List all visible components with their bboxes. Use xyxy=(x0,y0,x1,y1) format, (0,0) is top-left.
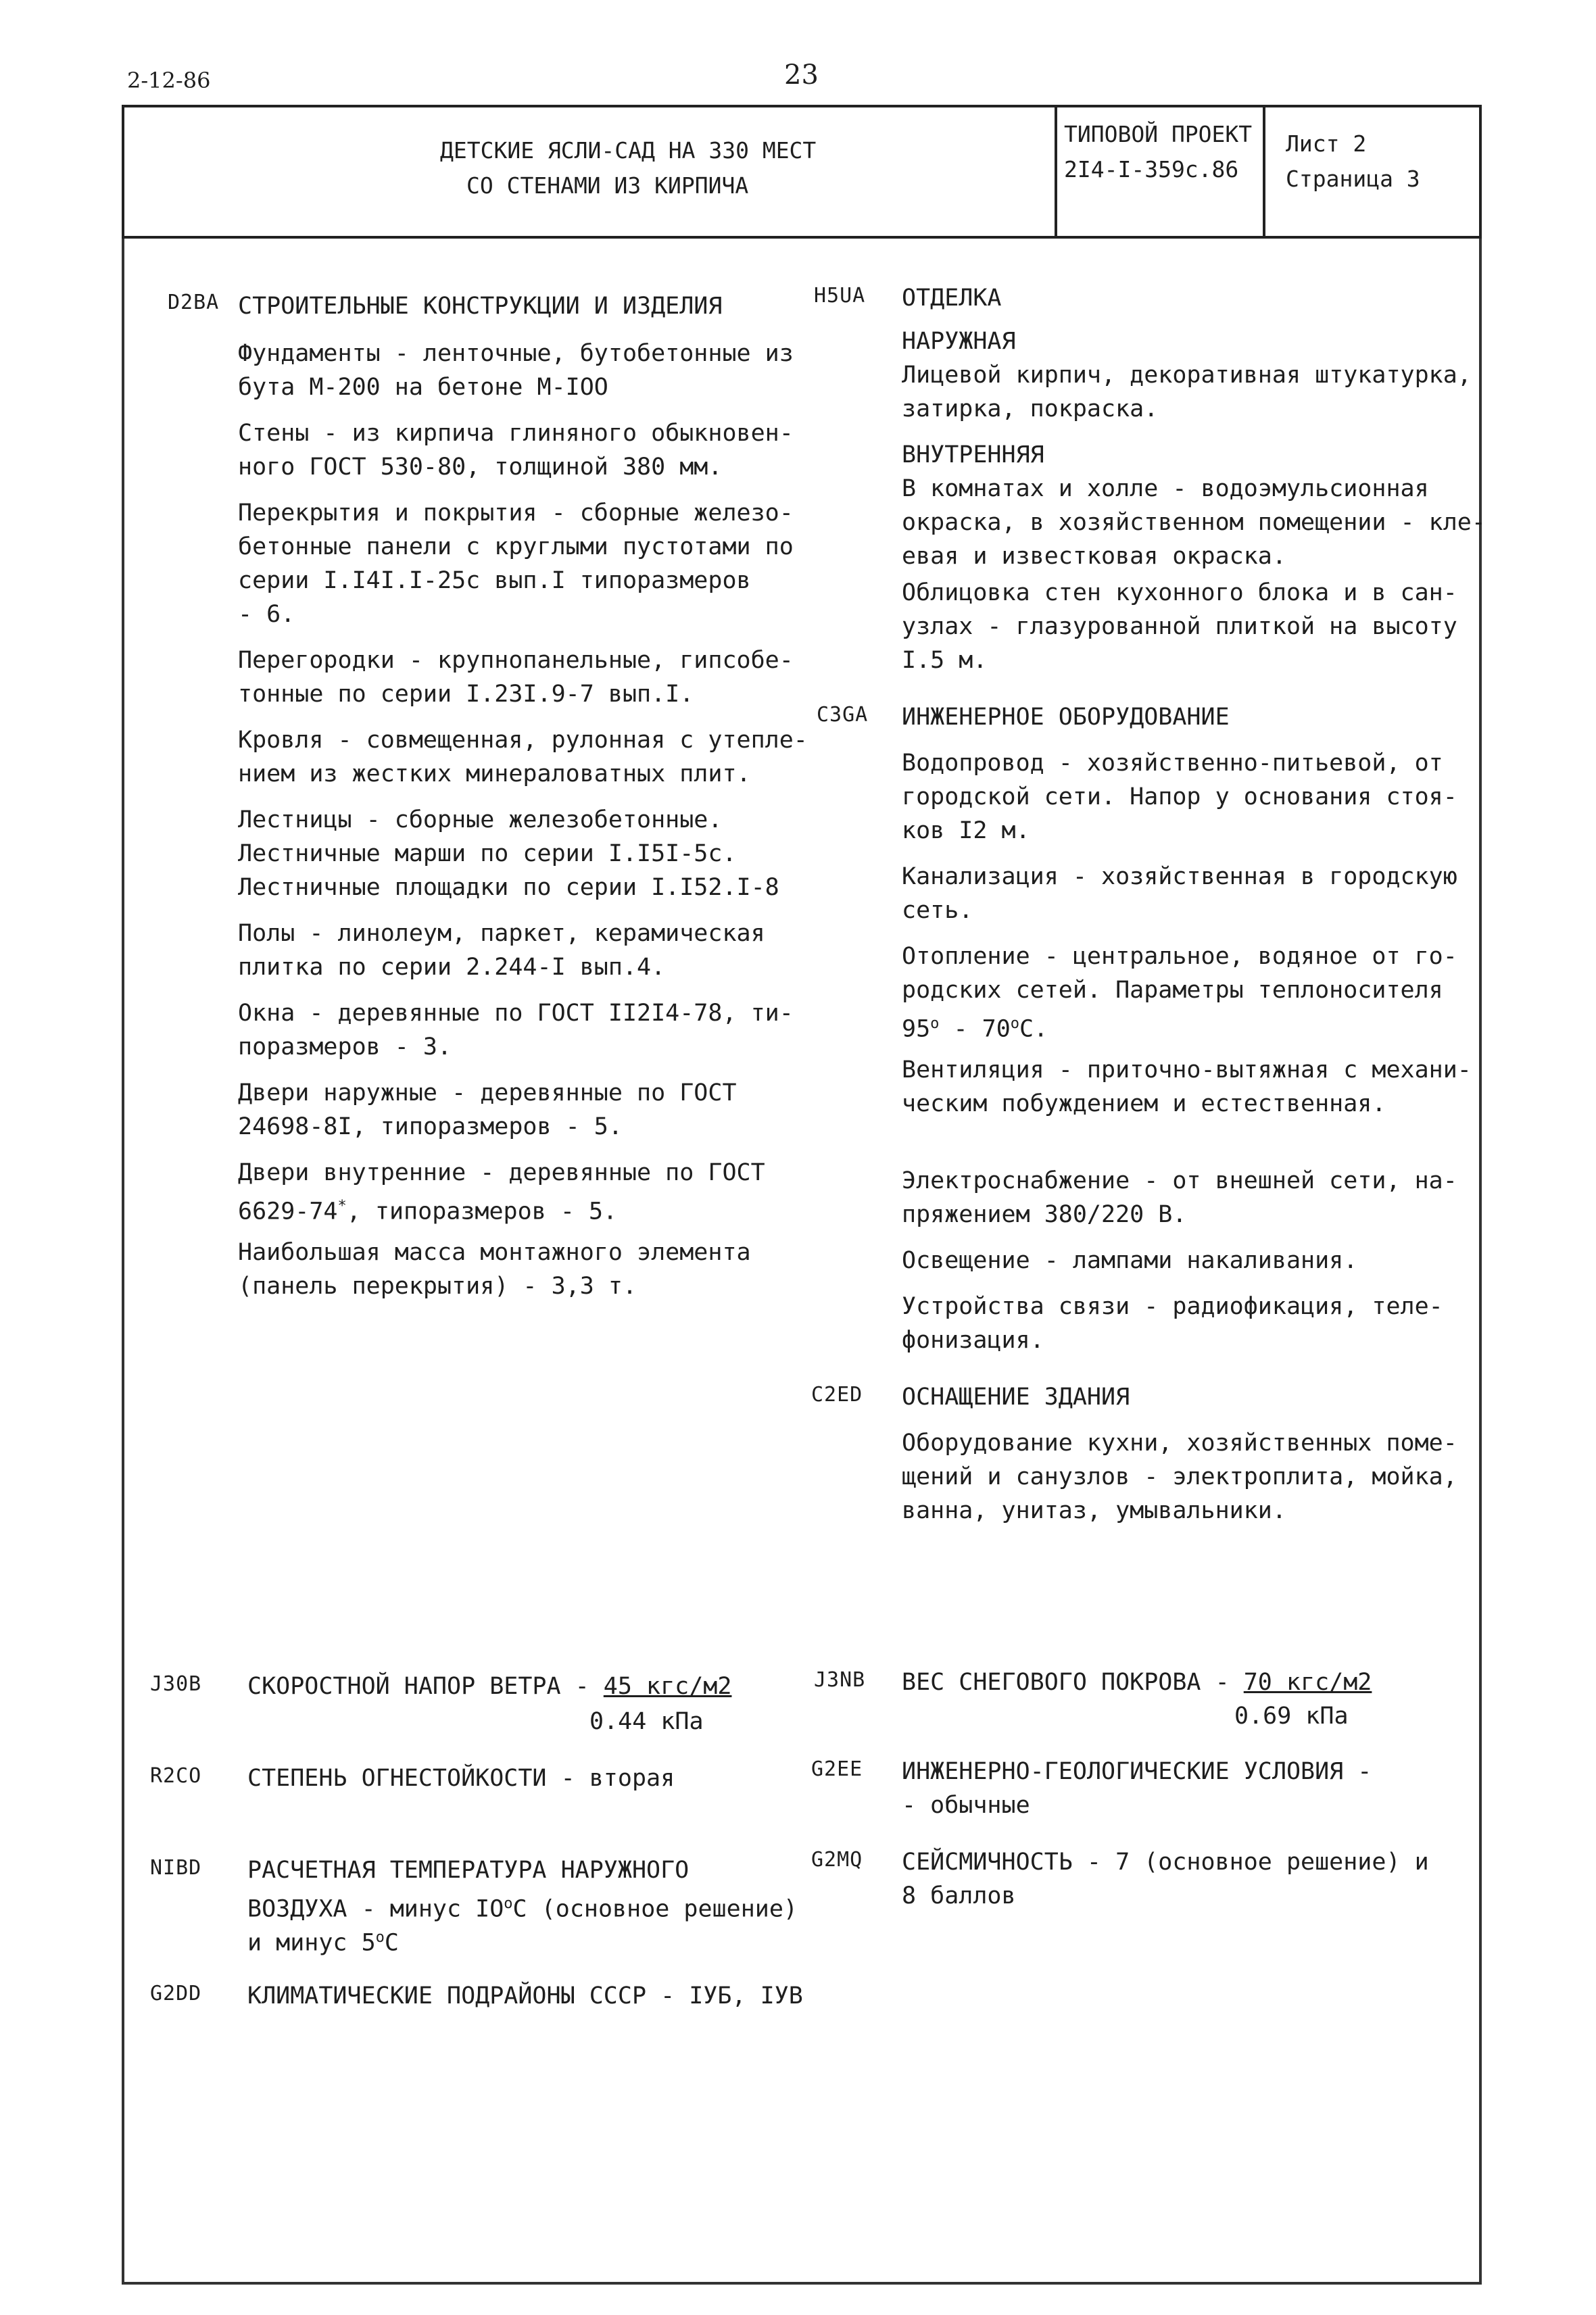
text-fragment: 95 xyxy=(902,1015,931,1043)
text-line: Наибольшая масса монтажного элемента xyxy=(238,1239,751,1266)
text-line: - 6. xyxy=(238,601,295,628)
text-line: 24698-8I, типоразмеров - 5. xyxy=(238,1113,623,1140)
stamp-sheet: Лист 2 xyxy=(1286,130,1367,157)
section-code-r2co: R2CO xyxy=(150,1764,202,1788)
section-code-nibd: NIBD xyxy=(150,1856,202,1880)
text-line: РАСЧЕТНАЯ ТЕМПЕРАТУРА НАРУЖНОГО xyxy=(247,1857,690,1884)
text-line: Отопление - центральное, водяное от го- xyxy=(902,943,1457,970)
text-fragment: С. xyxy=(1019,1015,1048,1043)
text-line: фонизация. xyxy=(902,1327,1044,1354)
section-code-h5ua: H5UA xyxy=(814,284,866,308)
text-line: Лицевой кирпич, декоративная штукатурка, xyxy=(902,362,1472,389)
text-line: Оборудование кухни, хозяйственных поме- xyxy=(902,1430,1457,1457)
text-line: Кровля - совмещенная, рулонная с утепле- xyxy=(238,727,808,754)
text-line: Лестничные площадки по серии I.I52.I-8 xyxy=(238,874,779,901)
text-line: 8 баллов xyxy=(902,1882,1016,1909)
text-fragment: С xyxy=(384,1929,399,1957)
text-line: Стены - из кирпича глиняного обыкновен- xyxy=(238,420,794,447)
text-line: пряжением 380/220 В. xyxy=(902,1201,1187,1228)
stamp-project-label: ТИПОВОЙ ПРОЕКТ xyxy=(1064,121,1253,147)
text-line: Облицовка стен кухонного блока и в сан- xyxy=(902,579,1457,606)
text-line: евая и известковая окраска. xyxy=(902,543,1286,570)
document-id: 2-12-86 xyxy=(127,68,211,93)
frame-right xyxy=(1479,239,1482,2283)
footnote-star: * xyxy=(337,1198,347,1215)
text-line: ческим побуждением и естественная. xyxy=(902,1090,1386,1117)
stamp-project-number: 2I4-I-359с.86 xyxy=(1064,156,1239,182)
text-fragment: С (основное решение) xyxy=(512,1895,798,1923)
text-line: Двери наружные - деревянные по ГОСТ xyxy=(238,1079,737,1106)
section-code-j30b: J30B xyxy=(150,1672,202,1696)
section-code-g2mq: G2MQ xyxy=(811,1848,863,1872)
section-code-c2ed: C2ED xyxy=(811,1383,863,1407)
text-fragment: ВОЗДУХА - минус IO xyxy=(247,1895,504,1923)
text-line: окраска, в хозяйственном помещении - кле- xyxy=(902,509,1486,536)
section-code-c3ga: C3GA xyxy=(817,703,869,727)
text-line: Фундаменты - ленточные, бутобетонные из xyxy=(238,340,794,367)
fire-resistance: СТЕПЕНЬ ОГНЕСТОЙКОСТИ - вторая xyxy=(247,1765,675,1792)
text-line: поразмеров - 3. xyxy=(238,1033,452,1061)
page-number: 23 xyxy=(784,59,819,91)
text-line: Электроснабжение - от внешней сети, на- xyxy=(902,1167,1457,1194)
text-line-doors-internal xyxy=(238,1190,617,1229)
stamp-project-cell xyxy=(1057,107,1265,236)
degree-mark: о xyxy=(504,1895,513,1912)
text-line: Устройства связи - радиофикация, теле- xyxy=(902,1293,1443,1320)
stamp-title-line1: ДЕТСКИЕ ЯСЛИ-САД НА 330 МЕСТ xyxy=(440,137,817,164)
degree-mark: о xyxy=(375,1929,385,1946)
frame-bottom xyxy=(122,2282,1482,2285)
text-fragment: , типоразмеров - 5. xyxy=(346,1198,618,1225)
text-line: СЕЙСМИЧНОСТЬ - 7 (основное решение) и xyxy=(902,1849,1429,1876)
text-line: Вентиляция - приточно-вытяжная с механи- xyxy=(902,1056,1472,1083)
text-line: нием из жестких минераловатных плит. xyxy=(238,760,751,787)
text-line: Окна - деревянные по ГОСТ II2I4-78, ти- xyxy=(238,1000,794,1027)
stamp-page: Страница 3 xyxy=(1286,166,1420,192)
text-line: щений и санузлов - электроплита, мойка, xyxy=(902,1463,1457,1490)
text-line: НАРУЖНАЯ xyxy=(902,328,1016,355)
snow-load-line xyxy=(902,1665,1372,1699)
text-line: Полы - линолеум, паркет, керамическая xyxy=(238,920,765,947)
wind-pressure-label: СКОРОСТНОЙ НАПОР ВЕТРА - xyxy=(247,1673,604,1700)
section-heading-finishing: ОТДЕЛКА xyxy=(902,285,1002,312)
text-line: родских сетей. Параметры теплоносителя xyxy=(902,977,1443,1004)
text-line: бетонные панели с круглыми пустотами по xyxy=(238,533,794,560)
wind-pressure-value-kpa: 0.44 кПа xyxy=(589,1708,704,1735)
degree-mark: о xyxy=(930,1015,940,1032)
text-line: затирка, покраска. xyxy=(902,395,1159,422)
text-line: ВНУТРЕННЯЯ xyxy=(902,441,1044,468)
text-line: тонные по серии I.23I.9-7 вып.I. xyxy=(238,681,694,708)
wind-pressure-value: 45 кгс/м2 xyxy=(603,1673,732,1700)
text-line: сеть. xyxy=(902,897,973,924)
section-code-g2dd: G2DD xyxy=(150,1982,202,2005)
stamp-sheet-cell xyxy=(1265,107,1479,236)
snow-load-label: ВЕС СНЕГОВОГО ПОКРОВА - xyxy=(902,1669,1244,1696)
text-line: (панель перекрытия) - 3,3 т. xyxy=(238,1273,637,1300)
wind-pressure-line xyxy=(247,1670,731,1703)
text-fragment: и минус 5 xyxy=(247,1929,376,1957)
title-stamp xyxy=(122,105,1482,239)
text-fragment: - 70 xyxy=(939,1015,1011,1043)
text-line: Лестничные марши по серии I.I5I-5с. xyxy=(238,840,737,867)
text-fragment: 6629-74 xyxy=(238,1198,338,1225)
text-line: - обычные xyxy=(902,1792,1030,1819)
text-line: I.5 м. xyxy=(902,647,988,674)
text-line: ИНЖЕНЕРНО-ГЕОЛОГИЧЕСКИЕ УСЛОВИЯ - xyxy=(902,1758,1372,1785)
section-heading-structures: СТРОИТЕЛЬНЫЕ КОНСТРУКЦИИ И ИЗДЕЛИЯ xyxy=(238,293,723,320)
text-line: ного ГОСТ 530-80, толщиной 380 мм. xyxy=(238,454,723,481)
degree-mark: о xyxy=(1010,1015,1020,1032)
text-line: Перегородки - крупнопанельные, гипсобе- xyxy=(238,647,794,674)
text-line: бута М-200 на бетоне М-IOO xyxy=(238,374,608,401)
climate-subregions: КЛИМАТИЧЕСКИЕ ПОДРАЙОНЫ СССР - IУБ, IУВ xyxy=(247,1982,803,2009)
text-line: серии I.I4I.I-25с вып.I типоразмеров xyxy=(238,567,751,594)
text-line: городской сети. Напор у основания стоя- xyxy=(902,783,1457,810)
section-code-g2ee: G2EE xyxy=(811,1757,863,1781)
section-heading-engineering: ИНЖЕНЕРНОЕ ОБОРУДОВАНИЕ xyxy=(902,704,1230,731)
section-code-d2ba: D2BA xyxy=(168,291,220,314)
snow-load-value: 70 кгс/м2 xyxy=(1243,1669,1372,1696)
snow-load-value-kpa: 0.69 кПа xyxy=(1234,1703,1349,1730)
text-line: Канализация - хозяйственная в городскую xyxy=(902,863,1457,890)
design-temp-line xyxy=(247,1887,798,1926)
section-heading-equipment: ОСНАЩЕНИЕ ЗДАНИЯ xyxy=(902,1384,1130,1411)
stamp-title-cell xyxy=(124,107,1057,236)
section-code-j3nb: J3NB xyxy=(814,1668,866,1692)
text-line-coolant-temp xyxy=(902,1007,1048,1046)
text-line: Водопровод - хозяйственно-питьевой, от xyxy=(902,750,1443,777)
design-temp-alt-line xyxy=(247,1921,399,1960)
text-line: узлах - глазурованной плиткой на высоту xyxy=(902,613,1457,640)
text-line: Двери внутренние - деревянные по ГОСТ xyxy=(238,1159,765,1186)
stamp-title-line2: СО СТЕНАМИ ИЗ КИРПИЧА xyxy=(466,172,749,199)
text-line: Лестницы - сборные железобетонные. xyxy=(238,806,723,833)
text-line: Перекрытия и покрытия - сборные железо- xyxy=(238,499,794,527)
text-line: В комнатах и холле - водоэмульсионная xyxy=(902,475,1429,502)
frame-left xyxy=(122,239,124,2283)
text-line: плитка по серии 2.244-I вып.4. xyxy=(238,954,666,981)
text-line: Освещение - лампами накаливания. xyxy=(902,1247,1358,1274)
text-line: ков I2 м. xyxy=(902,817,1030,844)
text-line: ванна, унитаз, умывальники. xyxy=(902,1497,1286,1524)
